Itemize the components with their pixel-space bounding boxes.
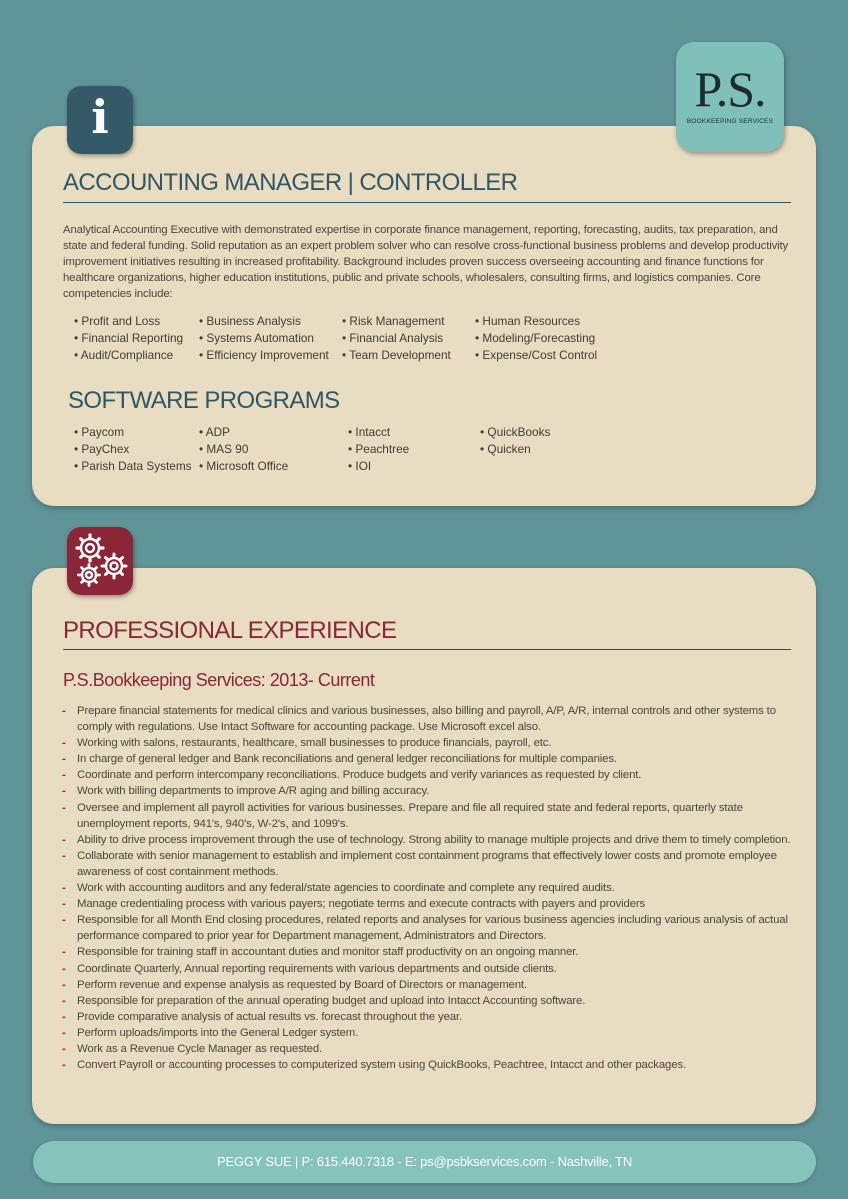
competency-item: • Efficiency Improvement [199, 347, 329, 364]
duty-item: - Collaborate with senior management to establish and implement cost containment programs that effectively lower costs and promote employee awareness of cost containment methods. [62, 848, 797, 880]
software-item: • Peachtree [348, 441, 409, 458]
duty-item: - Working with salons, restaurants, healthcare, small businesses to produce financials, payroll, etc. [62, 735, 797, 751]
competency-item: • Profit and Loss [74, 313, 183, 330]
summary-text: Analytical Accounting Executive with demonstrated expertise in corporate finance management, reporting, forecasting, audits, tax preparation, and state and federal funding. Solid reputation as an expert problem solver who can resolve cross-functional business problems and develop productivity improvement initiatives resulting in increased profitability. Background includes proven success overseeing accounting and finance functions for healthcare organizations, higher education institutions, public and private schools, wholesalers, consulting firms, and logistics companies. Core competencies include: [63, 224, 789, 300]
competency-column-4 [475, 313, 597, 364]
duty-item: - Work with accounting auditors and any federal/state agencies to coordinate and complete any required audits. [62, 880, 797, 896]
competency-item: • Risk Management [342, 313, 451, 330]
duties-list [62, 703, 797, 1073]
summary-divider [63, 202, 791, 203]
competency-item: • Systems Automation [199, 330, 329, 347]
competency-item: • Business Analysis [199, 313, 329, 330]
info-glyph: i [91, 90, 109, 144]
duty-item: - Ability to drive process improvement through the use of technology. Strong ability to manage multiple projects and drive them to timely completion. [62, 832, 797, 848]
software-item: • Parish Data Systems [74, 458, 192, 475]
duty-item: - Prepare financial statements for medical clinics and various businesses, also billing and payroll, A/P, A/R, internal controls and other systems to comply with regulations. Use Intact Software for accounting package. Use Microsoft excel also. [62, 703, 797, 735]
duty-item: - Convert Payroll or accounting processes to computerized system using QuickBooks, Peachtree, Intacct and other packages. [62, 1057, 797, 1073]
software-item: • IOI [348, 458, 409, 475]
duty-item: - Responsible for training staff in accountant duties and monitor staff productivity on an ongoing manner. [62, 944, 797, 960]
company-logo [676, 42, 784, 152]
duty-item: - Coordinate Quarterly, Annual reporting requirements with various departments and outside clients. [62, 961, 797, 977]
duty-item: - Manage credentialing process with various payers; negotiate terms and execute contracts with payers and providers [62, 896, 797, 912]
software-column-2 [199, 424, 288, 475]
duty-item: - Work as a Revenue Cycle Manager as requested. [62, 1041, 797, 1057]
competency-column-2 [199, 313, 329, 364]
summary-title: ACCOUNTING MANAGER | CONTROLLER [63, 169, 518, 196]
contact-info: PEGGY SUE | P: 615.440.7318 - E: ps@psbkservices.com - Nashville, TN [216, 1154, 633, 1169]
summary-card [32, 126, 816, 506]
gears-icon [67, 527, 133, 595]
software-item: • MAS 90 [199, 441, 288, 458]
competency-column-1 [74, 313, 183, 364]
gears-graphic [70, 531, 130, 591]
experience-divider [63, 649, 791, 650]
contact-footer [33, 1141, 816, 1183]
software-column-4 [480, 424, 550, 458]
software-item: • PayChex [74, 441, 192, 458]
competency-item: • Audit/Compliance [74, 347, 183, 364]
duty-item: - Coordinate and perform intercompany reconciliations. Produce budgets and verify variances as requested by client. [62, 767, 797, 783]
info-icon [67, 86, 133, 154]
duty-item: - Provide comparative analysis of actual results vs. forecast throughout the year. [62, 1009, 797, 1025]
software-item: • Paycom [74, 424, 192, 441]
experience-title: PROFESSIONAL EXPERIENCE [63, 617, 397, 644]
logo-initials: P.S. [694, 61, 766, 117]
competency-item: • Expense/Cost Control [475, 347, 597, 364]
experience-card [32, 568, 816, 1124]
competency-item: • Financial Analysis [342, 330, 451, 347]
duty-item: - Responsible for preparation of the annual operating budget and upload into Intacct Accounting software. [62, 993, 797, 1009]
job-title: P.S.Bookkeeping Services: 2013- Current [63, 670, 375, 690]
duty-item: - Perform revenue and expense analysis as requested by Board of Directors or management. [62, 977, 797, 993]
competency-item: • Human Resources [475, 313, 597, 330]
duty-item: - Work with billing departments to improve A/R aging and billing accuracy. [62, 783, 797, 799]
duty-item: - Oversee and implement all payroll activities for various businesses. Prepare and file all required state and federal reports, quarterly state unemployment reports, 941's, 940's, W-2's, and 1099's. [62, 800, 797, 832]
competency-item: • Team Development [342, 347, 451, 364]
software-item: • Intacct [348, 424, 409, 441]
logo-subtitle: BOOKKEEPING SERVICES [686, 118, 774, 125]
software-item: • Microsoft Office [199, 458, 288, 475]
software-column-3 [348, 424, 409, 475]
software-item: • ADP [199, 424, 288, 441]
software-title: SOFTWARE PROGRAMS [68, 387, 340, 414]
competency-item: • Financial Reporting [74, 330, 183, 347]
duty-item: - In charge of general ledger and Bank reconciliations and general ledger reconciliations for multiple companies. [62, 751, 797, 767]
software-column-1 [74, 424, 192, 475]
software-item: • QuickBooks [480, 424, 550, 441]
competency-column-3 [342, 313, 451, 364]
software-item: • Quicken [480, 441, 550, 458]
duty-item: - Responsible for all Month End closing procedures, related reports and analyses for various business agencies including various analysis of actual performance compared to prior year for Department management, Administrators and Directors. [62, 912, 797, 944]
duty-item: - Perform uploads/imports into the General Ledger system. [62, 1025, 797, 1041]
competency-item: • Modeling/Forecasting [475, 330, 597, 347]
